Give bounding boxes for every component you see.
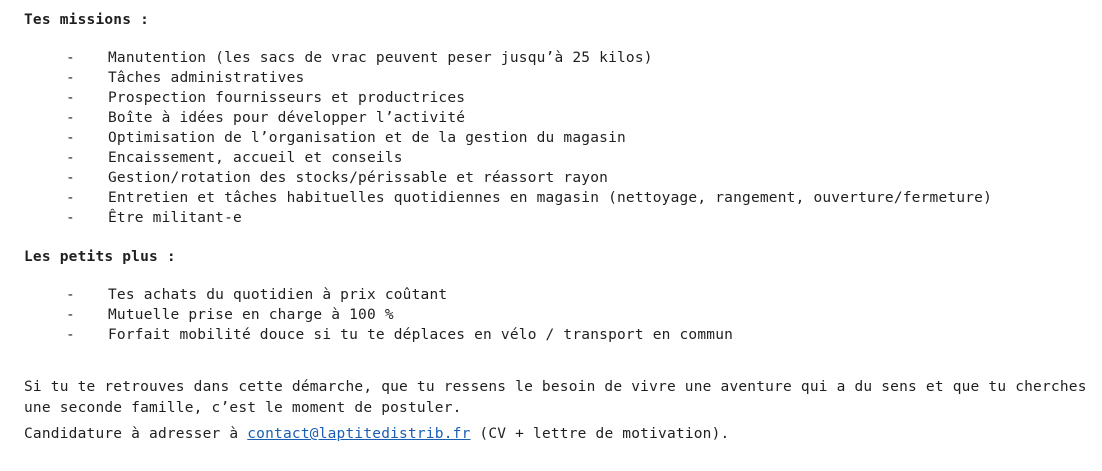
- list-bullet: -: [66, 307, 75, 323]
- list-bullet: -: [66, 90, 75, 106]
- mission-item-text: Optimisation de l’organisation et de la gestion du magasin: [108, 130, 626, 146]
- list-bullet: -: [66, 190, 75, 206]
- mission-item-text: Boîte à idées pour développer l’activité: [108, 110, 466, 126]
- contact-email-link[interactable]: contact@laptitedistrib.fr: [247, 426, 471, 442]
- mission-item-text: Prospection fournisseurs et productrices: [108, 90, 466, 106]
- list-bullet: -: [66, 327, 75, 343]
- mission-item-text: Gestion/rotation des stocks/périssable et réassort rayon: [108, 170, 609, 186]
- mission-item-text: Être militant-e: [108, 210, 242, 226]
- perk-item-text: Mutuelle prise en charge à 100 %: [108, 307, 394, 323]
- list-bullet: -: [66, 110, 75, 126]
- mission-item-text: Tâches administratives: [108, 70, 305, 86]
- perk-item-text: Forfait mobilité douce si tu te déplaces en vélo / transport en commun: [108, 327, 734, 343]
- missions-heading: Tes missions :: [24, 12, 150, 28]
- mission-item-text: Encaissement, accueil et conseils: [108, 150, 403, 166]
- mission-item-text: Entretien et tâches habituelles quotidiennes en magasin (nettoyage, rangement, ouverture/fermeture): [108, 190, 993, 206]
- closing-paragraph: Si tu te retrouves dans cette démarche, que tu ressens le besoin de vivre une aventure qui a du sens et que tu cherches une seconde famille, c’est le moment de postuler.: [24, 379, 1087, 416]
- list-bullet: -: [66, 130, 75, 146]
- list-bullet: -: [66, 150, 75, 166]
- list-bullet: -: [66, 70, 75, 86]
- list-bullet: -: [66, 50, 75, 66]
- perks-heading: Les petits plus :: [24, 249, 176, 265]
- apply-prefix: Candidature à adresser à: [24, 426, 248, 442]
- list-bullet: -: [66, 210, 75, 226]
- application-line: [24, 424, 729, 444]
- mission-item-text: Manutention (les sacs de vrac peuvent peser jusqu’à 25 kilos): [108, 50, 653, 66]
- list-bullet: -: [66, 170, 75, 186]
- perk-item-text: Tes achats du quotidien à prix coûtant: [108, 287, 448, 303]
- apply-suffix: (CV + lettre de motivation).: [470, 426, 730, 442]
- list-bullet: -: [66, 287, 75, 303]
